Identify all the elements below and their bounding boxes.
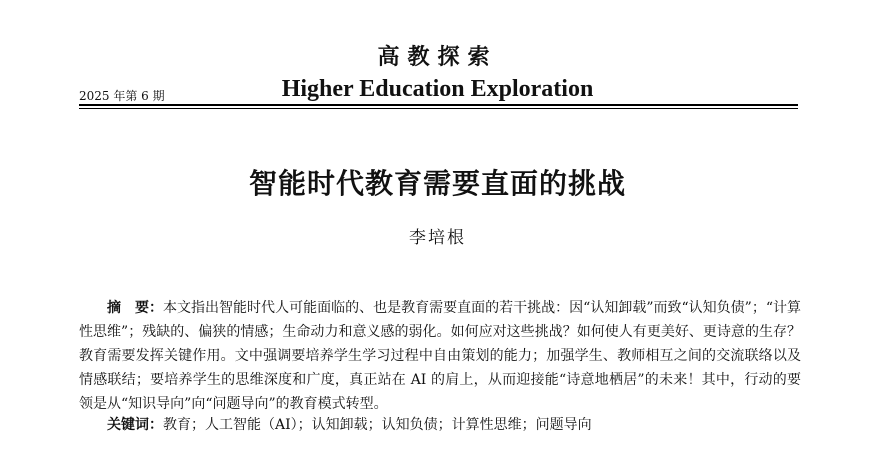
journal-title-chinese: 高教探索: [377, 45, 498, 70]
journal-title-english: Higher Education Exploration: [281, 76, 594, 102]
header-rule-thin: [79, 108, 798, 109]
header-rule-thick: [79, 104, 798, 106]
article-author: 李培根: [409, 228, 466, 248]
abstract-text: 本文指出智能时代人可能面临的、也是教育需要直面的若干挑战：因“认知卸载”而致“认知负债”；“计算性思维”；残缺的、偏狭的情感；生命动力和意义感的弱化。如何应对这些挑战？如何使人有更美好、更诗意的生存？教育需要发挥关键作用。文中强调要培养学生学习过程中自由策划的能力；加强学生、教师相互之间的交流联络以及情感联结；要培养学生的思维深度和广度，真正站在 AI 的肩上，从而迎接能“诗意地栖居”的未来！其中，行动的要领是从“知识导向”向“问题导向”的教育模式转型。: [79, 300, 802, 412]
article-title: 智能时代教育需要直面的挑战: [248, 167, 626, 200]
keywords-text: 教育；人工智能（AI）；认知卸载；认知负债；计算性思维；问题导向: [163, 417, 592, 433]
issue-number: 2025 年第 6 期: [79, 89, 165, 103]
keywords-paragraph: [107, 413, 801, 437]
keywords-label: 关键词：: [107, 417, 163, 433]
abstract-paragraph: [79, 296, 801, 416]
abstract-label: 摘 要：: [107, 300, 164, 316]
